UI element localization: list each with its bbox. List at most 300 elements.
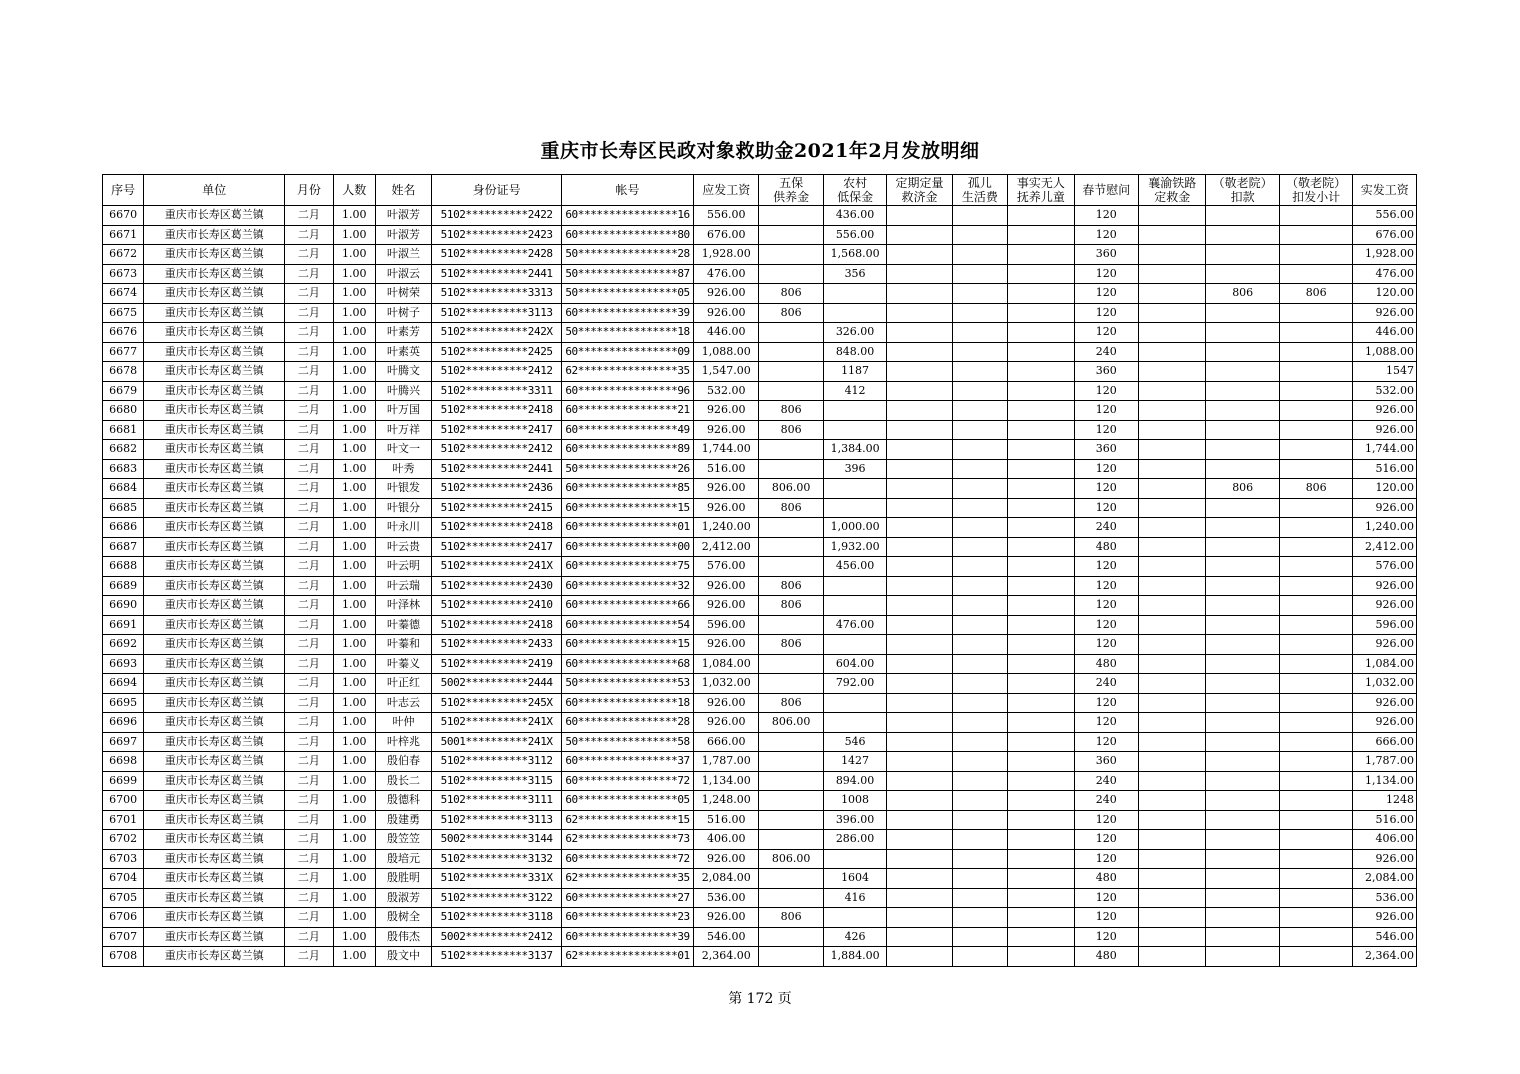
table-row (103, 576, 1417, 596)
table-cell: 5102**********2425 (432, 342, 562, 362)
table-cell: 806 (759, 498, 823, 518)
table-cell: 6680 (103, 401, 144, 421)
table-cell (1206, 206, 1280, 226)
table-cell: 殷树全 (375, 908, 431, 928)
table-cell (1008, 615, 1074, 635)
table-cell: 62****************35 (562, 869, 694, 889)
table-cell (759, 381, 823, 401)
table-cell: 6698 (103, 752, 144, 772)
column-header: （敬老院） 扣款 (1206, 175, 1280, 206)
table-cell: 5102**********2412 (432, 440, 562, 460)
table-cell: 二月 (285, 713, 333, 733)
table-cell (759, 810, 823, 830)
table-cell: 120 (1074, 264, 1138, 284)
table-cell: 1.00 (333, 947, 375, 967)
table-cell (952, 615, 1007, 635)
table-cell: 殷伯春 (375, 752, 431, 772)
table-cell: 5102**********2428 (432, 245, 562, 265)
table-cell (952, 303, 1007, 323)
table-cell: 546.00 (1353, 927, 1417, 947)
table-cell: 1.00 (333, 927, 375, 947)
table-row (103, 420, 1417, 440)
table-cell (1008, 732, 1074, 752)
table-cell: 重庆市长寿区葛兰镇 (144, 927, 285, 947)
table-cell: 二月 (285, 596, 333, 616)
table-cell: 二月 (285, 206, 333, 226)
column-header: 应发工资 (693, 175, 758, 206)
table-cell: 536.00 (1353, 888, 1417, 908)
table-cell: 2,412.00 (693, 537, 758, 557)
table-cell: 二月 (285, 518, 333, 538)
table-cell (1206, 576, 1280, 596)
table-cell: 596.00 (693, 615, 758, 635)
table-cell (1138, 732, 1205, 752)
table-cell: 926.00 (1353, 596, 1417, 616)
table-cell: 5102**********2423 (432, 225, 562, 245)
table-cell: 1.00 (333, 284, 375, 304)
table-cell: 叶永川 (375, 518, 431, 538)
table-cell: 546 (823, 732, 886, 752)
table-cell: 6687 (103, 537, 144, 557)
table-cell (1008, 284, 1074, 304)
table-cell (823, 498, 886, 518)
table-cell: 5102**********3137 (432, 947, 562, 967)
table-cell (1206, 459, 1280, 479)
table-cell (1206, 323, 1280, 343)
table-cell (1008, 303, 1074, 323)
table-cell: 6702 (103, 830, 144, 850)
table-cell: 5102**********3311 (432, 381, 562, 401)
table-cell (952, 635, 1007, 655)
table-cell: 926.00 (693, 635, 758, 655)
table-cell: 60****************49 (562, 420, 694, 440)
table-cell: 5102**********3112 (432, 752, 562, 772)
table-row (103, 713, 1417, 733)
table-cell: 6700 (103, 791, 144, 811)
table-cell: 二月 (285, 245, 333, 265)
table-cell (1138, 206, 1205, 226)
table-cell: 叶淑兰 (375, 245, 431, 265)
table-cell: 重庆市长寿区葛兰镇 (144, 479, 285, 499)
table-cell: 894.00 (823, 771, 886, 791)
table-cell: 792.00 (823, 674, 886, 694)
table-cell (1279, 557, 1353, 577)
table-cell (1008, 927, 1074, 947)
table-cell (759, 732, 823, 752)
table-cell (887, 537, 952, 557)
table-cell: 1,088.00 (693, 342, 758, 362)
table-cell (1279, 654, 1353, 674)
table-cell (1279, 908, 1353, 928)
table-cell: 676.00 (693, 225, 758, 245)
table-row (103, 303, 1417, 323)
table-cell: 殷伟杰 (375, 927, 431, 947)
table-cell: 1,787.00 (1353, 752, 1417, 772)
table-cell (1138, 557, 1205, 577)
table-cell: 殷胜明 (375, 869, 431, 889)
table-cell (759, 927, 823, 947)
table-cell (1138, 674, 1205, 694)
table-cell: 926.00 (693, 498, 758, 518)
table-cell (887, 401, 952, 421)
table-cell (1206, 303, 1280, 323)
table-cell (887, 303, 952, 323)
table-cell: 240 (1074, 518, 1138, 538)
table-cell (1279, 927, 1353, 947)
table-cell: 6681 (103, 420, 144, 440)
table-cell: 1,032.00 (693, 674, 758, 694)
table-cell: 重庆市长寿区葛兰镇 (144, 537, 285, 557)
table-cell: 516.00 (693, 459, 758, 479)
table-cell: 1,568.00 (823, 245, 886, 265)
table-cell: 叶云瑞 (375, 576, 431, 596)
table-cell (759, 225, 823, 245)
table-cell (952, 908, 1007, 928)
table-cell (1206, 342, 1280, 362)
table-cell: 5002**********2444 (432, 674, 562, 694)
table-cell: 596.00 (1353, 615, 1417, 635)
table-cell: 5102**********3122 (432, 888, 562, 908)
table-cell: 50****************28 (562, 245, 694, 265)
table-cell (887, 420, 952, 440)
table-cell: 1.00 (333, 771, 375, 791)
table-cell: 446.00 (1353, 323, 1417, 343)
table-cell: 1,134.00 (1353, 771, 1417, 791)
table-row (103, 323, 1417, 343)
table-cell: 重庆市长寿区葛兰镇 (144, 264, 285, 284)
table-row (103, 908, 1417, 928)
table-cell (759, 440, 823, 460)
table-cell: 666.00 (693, 732, 758, 752)
table-cell: 926.00 (693, 479, 758, 499)
table-cell: 60****************89 (562, 440, 694, 460)
column-header: 襄渝铁路 定救金 (1138, 175, 1205, 206)
table-cell: 叶腾兴 (375, 381, 431, 401)
table-cell (887, 654, 952, 674)
table-cell (1008, 752, 1074, 772)
table-cell (1008, 771, 1074, 791)
table-cell: 926.00 (1353, 635, 1417, 655)
table-cell: 二月 (285, 440, 333, 460)
table-cell: 1,240.00 (693, 518, 758, 538)
table-cell (1138, 440, 1205, 460)
table-cell: 556.00 (693, 206, 758, 226)
table-cell: 1.00 (333, 303, 375, 323)
table-cell: 120 (1074, 810, 1138, 830)
table-cell (1206, 440, 1280, 460)
table-cell (952, 440, 1007, 460)
table-cell: 6673 (103, 264, 144, 284)
table-cell (1008, 479, 1074, 499)
table-row (103, 342, 1417, 362)
table-cell: 120 (1074, 713, 1138, 733)
table-cell: 6695 (103, 693, 144, 713)
table-cell (952, 206, 1007, 226)
table-cell: 5102**********2412 (432, 362, 562, 382)
table-row (103, 401, 1417, 421)
table-cell: 1.00 (333, 420, 375, 440)
table-row (103, 284, 1417, 304)
table-cell: 5102**********242X (432, 323, 562, 343)
table-cell (1138, 401, 1205, 421)
table-cell (1279, 401, 1353, 421)
table-cell: 50****************18 (562, 323, 694, 343)
table-cell: 926.00 (693, 401, 758, 421)
table-cell: 62****************73 (562, 830, 694, 850)
table-cell (1008, 947, 1074, 967)
table-cell: 二月 (285, 674, 333, 694)
table-cell (1138, 615, 1205, 635)
table-cell (1008, 537, 1074, 557)
table-cell: 二月 (285, 381, 333, 401)
table-cell: 1.00 (333, 225, 375, 245)
table-row (103, 869, 1417, 889)
table-cell: 480 (1074, 537, 1138, 557)
table-cell: 120 (1074, 927, 1138, 947)
table-cell: 806 (759, 908, 823, 928)
table-cell (1138, 771, 1205, 791)
table-row (103, 479, 1417, 499)
table-cell (1138, 323, 1205, 343)
table-cell: 406.00 (1353, 830, 1417, 850)
table-cell: 1.00 (333, 264, 375, 284)
table-cell (1206, 362, 1280, 382)
table-cell: 重庆市长寿区葛兰镇 (144, 713, 285, 733)
table-cell: 1547 (1353, 362, 1417, 382)
table-cell: 重庆市长寿区葛兰镇 (144, 459, 285, 479)
table-cell: 6670 (103, 206, 144, 226)
table-cell: 1.00 (333, 323, 375, 343)
table-cell (952, 576, 1007, 596)
table-row (103, 674, 1417, 694)
table-cell: 二月 (285, 888, 333, 908)
table-cell (887, 791, 952, 811)
table-cell: 926.00 (693, 284, 758, 304)
table-cell: 重庆市长寿区葛兰镇 (144, 440, 285, 460)
table-cell: 重庆市长寿区葛兰镇 (144, 693, 285, 713)
table-cell: 叶淑芳 (375, 206, 431, 226)
table-cell: 叶蓁义 (375, 654, 431, 674)
table-row (103, 693, 1417, 713)
table-row (103, 635, 1417, 655)
table-cell (823, 596, 886, 616)
table-cell: 926.00 (693, 596, 758, 616)
table-cell (1138, 245, 1205, 265)
table-cell (952, 323, 1007, 343)
table-cell: 476.00 (1353, 264, 1417, 284)
table-cell: 6677 (103, 342, 144, 362)
table-cell: 重庆市长寿区葛兰镇 (144, 362, 285, 382)
table-cell: 5102**********2436 (432, 479, 562, 499)
table-cell (887, 830, 952, 850)
table-cell (1279, 810, 1353, 830)
table-cell: 926.00 (693, 420, 758, 440)
table-cell: 重庆市长寿区葛兰镇 (144, 635, 285, 655)
table-cell: 1.00 (333, 362, 375, 382)
table-cell: 120 (1074, 596, 1138, 616)
table-cell (952, 284, 1007, 304)
table-cell: 5002**********3144 (432, 830, 562, 850)
table-cell: 806.00 (759, 479, 823, 499)
table-cell (1279, 615, 1353, 635)
table-cell (887, 381, 952, 401)
table-cell: 926.00 (1353, 713, 1417, 733)
table-cell: 1.00 (333, 401, 375, 421)
table-cell: 806 (759, 693, 823, 713)
table-cell: 926.00 (1353, 693, 1417, 713)
table-cell: 1427 (823, 752, 886, 772)
table-cell: 416 (823, 888, 886, 908)
table-cell: 重庆市长寿区葛兰镇 (144, 557, 285, 577)
table-cell (1138, 479, 1205, 499)
table-cell: 1.00 (333, 596, 375, 616)
column-header: 农村 低保金 (823, 175, 886, 206)
table-cell: 926.00 (693, 576, 758, 596)
table-cell: 326.00 (823, 323, 886, 343)
table-cell: 6685 (103, 498, 144, 518)
table-cell: 重庆市长寿区葛兰镇 (144, 732, 285, 752)
table-cell (1279, 693, 1353, 713)
table-row (103, 225, 1417, 245)
table-cell: 5102**********3113 (432, 810, 562, 830)
table-cell: 重庆市长寿区葛兰镇 (144, 888, 285, 908)
table-cell (1206, 654, 1280, 674)
table-cell (1279, 576, 1353, 596)
table-cell: 120 (1074, 303, 1138, 323)
table-cell (1206, 615, 1280, 635)
table-cell (1138, 303, 1205, 323)
table-cell (823, 693, 886, 713)
table-cell (1206, 264, 1280, 284)
table-row (103, 537, 1417, 557)
table-cell (1008, 245, 1074, 265)
table-cell (1138, 518, 1205, 538)
table-cell: 二月 (285, 830, 333, 850)
table-cell: 1.00 (333, 888, 375, 908)
table-cell: 重庆市长寿区葛兰镇 (144, 323, 285, 343)
table-cell (1008, 518, 1074, 538)
table-cell: 叶志云 (375, 693, 431, 713)
table-cell (1206, 518, 1280, 538)
table-row (103, 752, 1417, 772)
table-cell: 5102**********2418 (432, 518, 562, 538)
table-cell: 240 (1074, 342, 1138, 362)
table-cell: 806 (759, 420, 823, 440)
table-cell: 叶云明 (375, 557, 431, 577)
table-cell: 6678 (103, 362, 144, 382)
table-cell: 806 (759, 284, 823, 304)
table-cell: 二月 (285, 284, 333, 304)
table-cell: 5102**********331X (432, 869, 562, 889)
table-cell: 1,240.00 (1353, 518, 1417, 538)
table-cell (1138, 284, 1205, 304)
table-cell: 二月 (285, 947, 333, 967)
table-cell: 重庆市长寿区葛兰镇 (144, 518, 285, 538)
table-cell (1008, 791, 1074, 811)
table-cell: 360 (1074, 440, 1138, 460)
table-cell (887, 810, 952, 830)
table-cell: 1,547.00 (693, 362, 758, 382)
table-cell: 二月 (285, 732, 333, 752)
table-cell: 1,932.00 (823, 537, 886, 557)
table-cell: 二月 (285, 635, 333, 655)
table-cell (1279, 440, 1353, 460)
table-cell: 516.00 (693, 810, 758, 830)
table-cell: 120 (1074, 479, 1138, 499)
table-cell: 60****************00 (562, 537, 694, 557)
table-cell: 殷文中 (375, 947, 431, 967)
table-cell: 1.00 (333, 732, 375, 752)
table-cell: 重庆市长寿区葛兰镇 (144, 791, 285, 811)
table-cell (1008, 869, 1074, 889)
table-cell: 286.00 (823, 830, 886, 850)
table-cell: 2,084.00 (693, 869, 758, 889)
column-header: 实发工资 (1353, 175, 1417, 206)
table-cell: 5102**********241X (432, 557, 562, 577)
column-header: 序号 (103, 175, 144, 206)
table-cell (887, 440, 952, 460)
table-cell: 62****************01 (562, 947, 694, 967)
table-cell (823, 849, 886, 869)
table-cell: 1,248.00 (693, 791, 758, 811)
table-cell (1206, 771, 1280, 791)
table-cell (759, 791, 823, 811)
table-cell: 926.00 (1353, 498, 1417, 518)
table-cell (1138, 225, 1205, 245)
table-cell: 806 (1206, 284, 1280, 304)
table-cell (952, 674, 1007, 694)
table-cell: 120.00 (1353, 284, 1417, 304)
table-cell: 120 (1074, 284, 1138, 304)
table-cell: 532.00 (1353, 381, 1417, 401)
table-cell (952, 693, 1007, 713)
table-cell (952, 927, 1007, 947)
table-cell (1206, 830, 1280, 850)
table-cell: 6676 (103, 323, 144, 343)
table-cell (759, 362, 823, 382)
table-cell: 604.00 (823, 654, 886, 674)
table-cell (759, 342, 823, 362)
table-cell (887, 342, 952, 362)
table-cell: 5102**********2441 (432, 459, 562, 479)
table-cell: 2,364.00 (1353, 947, 1417, 967)
table-cell (1138, 791, 1205, 811)
table-cell: 重庆市长寿区葛兰镇 (144, 576, 285, 596)
table-cell (1279, 635, 1353, 655)
table-cell (1206, 498, 1280, 518)
table-cell (1138, 693, 1205, 713)
table-cell: 5102**********3115 (432, 771, 562, 791)
table-cell (1138, 947, 1205, 967)
table-cell: 二月 (285, 791, 333, 811)
table-cell: 殷长二 (375, 771, 431, 791)
table-cell (887, 693, 952, 713)
table-cell (1279, 771, 1353, 791)
table-cell: 叶淑芳 (375, 225, 431, 245)
table-cell: 1,088.00 (1353, 342, 1417, 362)
table-cell: 536.00 (693, 888, 758, 908)
table-cell (1206, 888, 1280, 908)
table-cell (1279, 537, 1353, 557)
table-cell: 120 (1074, 635, 1138, 655)
table-cell: 1,032.00 (1353, 674, 1417, 694)
table-cell (1138, 849, 1205, 869)
table-cell (887, 732, 952, 752)
table-cell: 926.00 (693, 693, 758, 713)
table-cell (1138, 810, 1205, 830)
table-cell (1206, 674, 1280, 694)
table-cell: 二月 (285, 849, 333, 869)
